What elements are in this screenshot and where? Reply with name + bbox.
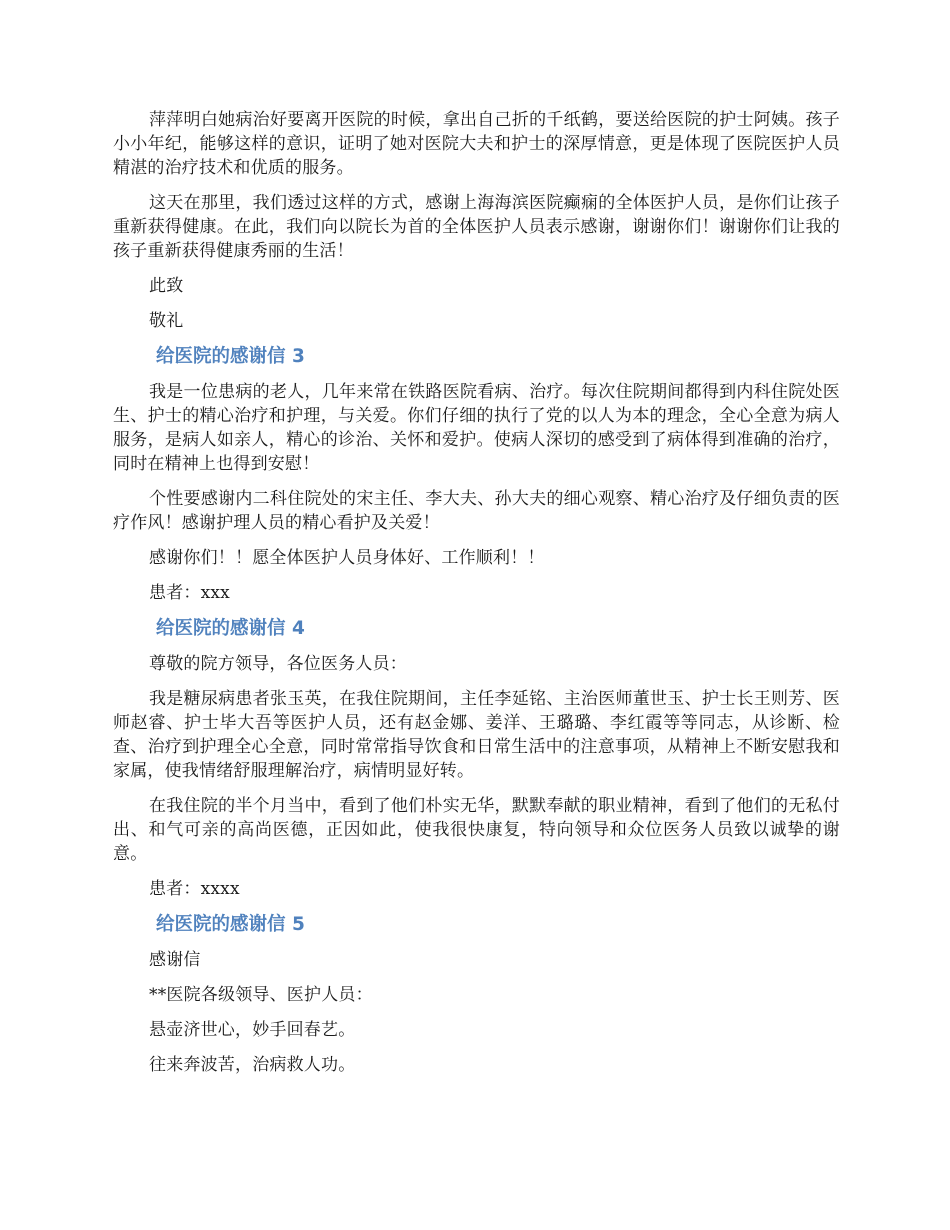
- salutation-line: **医院各级领导、医护人员：: [149, 985, 373, 1005]
- signature-line: 患者：xxxx: [149, 879, 240, 899]
- paragraph: 这天在那里，我们透过这样的方式，感谢上海海滨医院癫痫的全体医护人员，是你们让孩子重新获得健康。在此，我们向以院长为首的全体医护人员表示感谢，谢谢你们！谢谢你们让我的孩子重新获得健康秀丽的生活！: [113, 193, 840, 261]
- closing-line: 敬礼: [149, 311, 184, 331]
- paragraph: 萍萍明白她病治好要离开医院的时候，拿出自己折的千纸鹤，要送给医院的护士阿姨。孩子小小年纪，能够这样的意识，证明了她对医院大夫和护士的深厚情意，更是体现了医院医护人员精湛的治疗技术和优质的服务。: [113, 110, 840, 178]
- verse-line: 往来奔波苦，治病救人功。: [149, 1055, 356, 1075]
- document-page: [113, 108, 840, 1088]
- paragraph: 感谢你们！！愿全体医护人员身体好、工作顺利！！: [149, 548, 545, 568]
- salutation-line: 尊敬的院方领导，各位医务人员：: [149, 654, 407, 674]
- paragraph: 个性要感谢内二科住院处的宋主任、李大夫、孙大夫的细心观察、精心治疗及仔细负责的医疗作风！感谢护理人员的精心看护及关爱！: [113, 489, 840, 533]
- paragraph: 我是一位患病的老人，几年来常在铁路医院看病、治疗。每次住院期间都得到内科住院处医生、护士的精心治疗和护理，与关爱。你们仔细的执行了党的以人为本的理念，全心全意为病人服务，是病人如亲人，精心的诊治、关怀和爱护。使病人深切的感受到了病体得到准确的治疗，同时在精神上也得到安慰！: [113, 382, 840, 474]
- section-heading: 给医院的感谢信 5: [156, 914, 305, 935]
- section-heading: 给医院的感谢信 4: [156, 618, 305, 639]
- section-heading: 给医院的感谢信 3: [156, 346, 305, 367]
- signature-line: 患者：xxx: [149, 583, 230, 603]
- verse-line: 悬壶济世心，妙手回春艺。: [149, 1020, 356, 1040]
- paragraph: 在我住院的半个月当中，看到了他们朴实无华，默默奉献的职业精神，看到了他们的无私付出、和气可亲的高尚医德，正因如此，使我很快康复，特向领导和众位医务人员致以诚挚的谢意。: [113, 796, 840, 864]
- closing-line: 此致: [149, 276, 184, 296]
- letter-title-line: 感谢信: [149, 950, 201, 970]
- paragraph: 我是糖尿病患者张玉英，在我住院期间，主任李延铭、主治医师董世玉、护士长王则芳、医师赵睿、护士毕大吾等医护人员，还有赵金娜、姜洋、王璐璐、李红霞等等同志，从诊断、检查、治疗到护理全心全意，同时常常指导饮食和日常生活中的注意事项，从精神上不断安慰我和家属，使我情绪舒服理解治疗，病情明显好转。: [113, 689, 840, 781]
